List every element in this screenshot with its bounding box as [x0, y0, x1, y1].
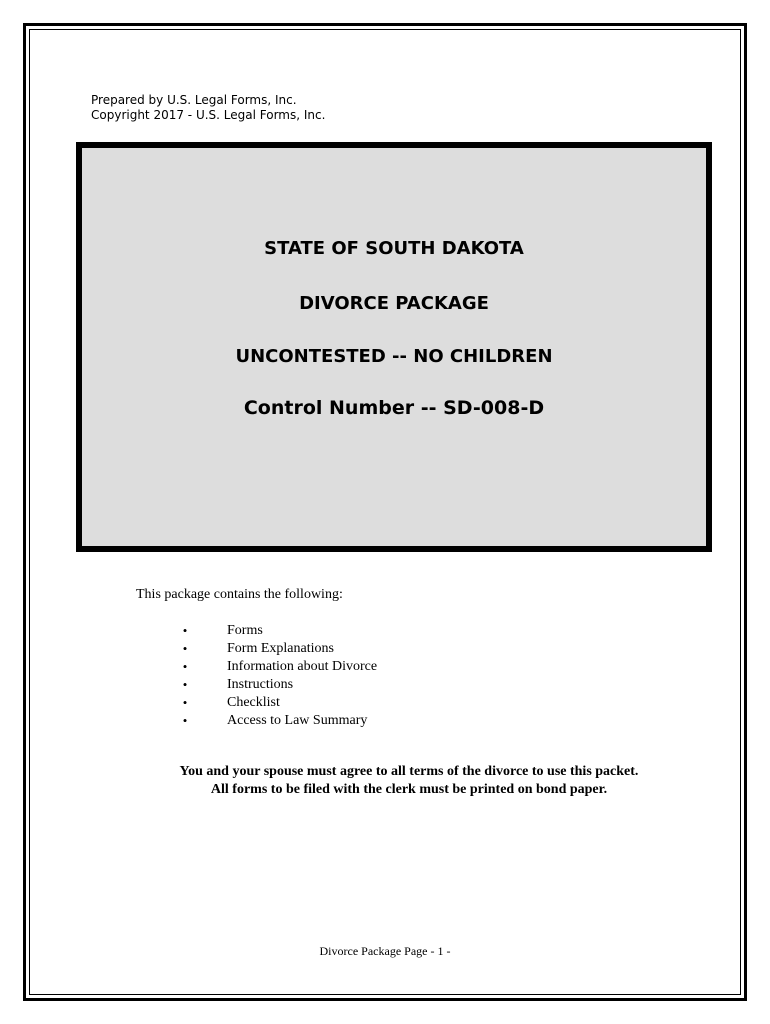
bond-paper-notice: All forms to be filed with the clerk must be printed on bond paper.	[210, 782, 608, 797]
bullet-icon: •	[182, 695, 188, 710]
bullet-icon: •	[182, 713, 188, 728]
list-item-label: Information about Divorce	[227, 659, 378, 674]
list-item-label: Instructions	[227, 677, 294, 692]
control-number: Control Number -- SD-008-D	[243, 397, 545, 419]
list-item-label: Forms	[227, 623, 263, 638]
bullet-icon: •	[182, 641, 188, 656]
page-footer: Divorce Package Page - 1 -	[319, 944, 451, 958]
package-title: DIVORCE PACKAGE	[299, 293, 489, 314]
list-item-label: Form Explanations	[227, 641, 334, 656]
copyright-line: Copyright 2017 - U.S. Legal Forms, Inc.	[91, 108, 326, 122]
contents-intro: This package contains the following:	[136, 587, 343, 602]
state-title: STATE OF SOUTH DAKOTA	[264, 238, 524, 259]
bullet-icon: •	[182, 659, 188, 674]
prepared-by-line: Prepared by U.S. Legal Forms, Inc.	[91, 93, 297, 107]
bullet-icon: •	[182, 677, 188, 692]
list-item-label: Checklist	[227, 695, 280, 710]
list-item-label: Access to Law Summary	[227, 713, 368, 728]
prepared-by-block	[91, 93, 325, 123]
bullet-icon: •	[182, 623, 188, 638]
agreement-notice: You and your spouse must agree to all terms of the divorce to use this packet.	[179, 764, 639, 779]
title-box	[76, 142, 712, 552]
package-type: UNCONTESTED -- NO CHILDREN	[235, 346, 553, 367]
